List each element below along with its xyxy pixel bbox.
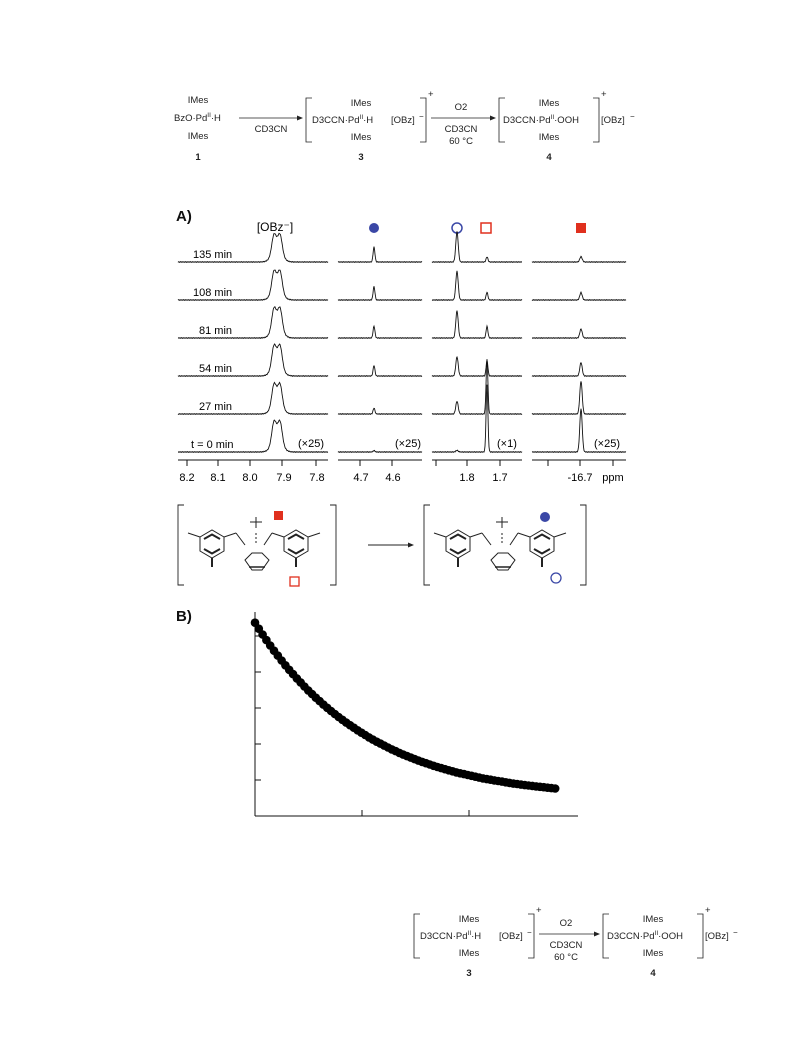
b-c3-anion: [OBz] xyxy=(499,931,523,942)
c3-bot: IMes xyxy=(350,132,372,143)
bottom-scheme-svg xyxy=(0,880,793,1000)
time-label-0: t = 0 min xyxy=(191,439,234,451)
obz-label: [OBz⁻] xyxy=(256,220,294,234)
c4-charge: + xyxy=(601,89,607,100)
arrow1-below: CD3CN xyxy=(254,124,288,135)
time-label-54: 54 min xyxy=(199,363,233,375)
panel-b-label: B) xyxy=(176,608,192,625)
arrow2-below2: 60 °C xyxy=(449,136,473,147)
b-c4-charge: + xyxy=(705,905,711,916)
b-arrow-above: O2 xyxy=(559,918,573,929)
c1-bot: IMes xyxy=(187,131,209,142)
time-label-27: 27 min xyxy=(199,401,233,413)
b-c4-anion: [OBz] xyxy=(705,931,729,942)
c3-anion: [OBz] xyxy=(391,115,415,126)
b-c4-num: 4 xyxy=(650,968,656,979)
scale-label-1: (×25) xyxy=(298,438,324,450)
b-c4-mid: $D3CCN\cdot Pd^{II}\cdot OOH$ xyxy=(607,930,683,942)
c3-mid: $D3CCN\cdot Pd^{II}\cdot H$ xyxy=(312,114,374,126)
b-c3-mid: $D3CCN\cdot Pd^{II}\cdot H$ xyxy=(420,930,482,942)
b-c4-minus: − xyxy=(733,928,738,937)
b-c3-charge: + xyxy=(536,905,542,916)
time-label-108: 108 min xyxy=(193,287,233,299)
c1-top: IMes xyxy=(187,95,209,106)
c1-mid: $BzO\cdot Pd^{II}\cdot H$ xyxy=(174,112,221,124)
c4-bot: IMes xyxy=(538,132,560,143)
tick-8.1: 8.1 xyxy=(210,472,226,484)
arrow2-below1: CD3CN xyxy=(444,124,478,135)
c3-num: 3 xyxy=(358,152,364,163)
unit-ppm: ppm xyxy=(602,472,624,484)
b-c3-num: 3 xyxy=(466,968,472,979)
c1-num: 1 xyxy=(195,152,201,163)
b-arrow-below1: CD3CN xyxy=(549,940,583,951)
data-point xyxy=(551,784,560,793)
c3-charge: + xyxy=(428,89,434,100)
c4-mid: $D3CCN\cdot Pd^{II}\cdot OOH$ xyxy=(503,114,579,126)
tick-16.7: -16.7 xyxy=(567,472,593,484)
b-c4-bot: IMes xyxy=(642,948,664,959)
scale-label-2: (×25) xyxy=(395,438,421,450)
c4-num: 4 xyxy=(546,152,552,163)
decay-points xyxy=(251,618,560,792)
time-label-81: 81 min xyxy=(199,325,233,337)
tick-7.9: 7.9 xyxy=(276,472,292,484)
c3-minus: − xyxy=(419,112,424,121)
tick-7.8: 7.8 xyxy=(309,472,325,484)
tick-4.7: 4.7 xyxy=(353,472,369,484)
arrow2-above: O2 xyxy=(454,102,468,113)
tick-1.7: 1.7 xyxy=(492,472,508,484)
tick-1.8: 1.8 xyxy=(459,472,475,484)
scale-label-3: (×1) xyxy=(497,438,517,450)
c4-anion: [OBz] xyxy=(601,115,625,126)
tick-8.2: 8.2 xyxy=(179,472,195,484)
panel-a-label: A) xyxy=(176,208,192,225)
c3-top: IMes xyxy=(350,98,372,109)
b-c3-top: IMes xyxy=(458,914,480,925)
b-arrow-below2: 60 °C xyxy=(554,952,578,963)
b-c4-top: IMes xyxy=(642,914,664,925)
c4-top: IMes xyxy=(538,98,560,109)
c4-minus: − xyxy=(630,112,635,121)
tick-8.0: 8.0 xyxy=(242,472,258,484)
tick-4.6: 4.6 xyxy=(385,472,401,484)
b-c3-bot: IMes xyxy=(458,948,480,959)
scale-label-4: (×25) xyxy=(594,438,620,450)
b-c3-minus: − xyxy=(527,928,532,937)
time-label-135: 135 min xyxy=(193,249,233,261)
